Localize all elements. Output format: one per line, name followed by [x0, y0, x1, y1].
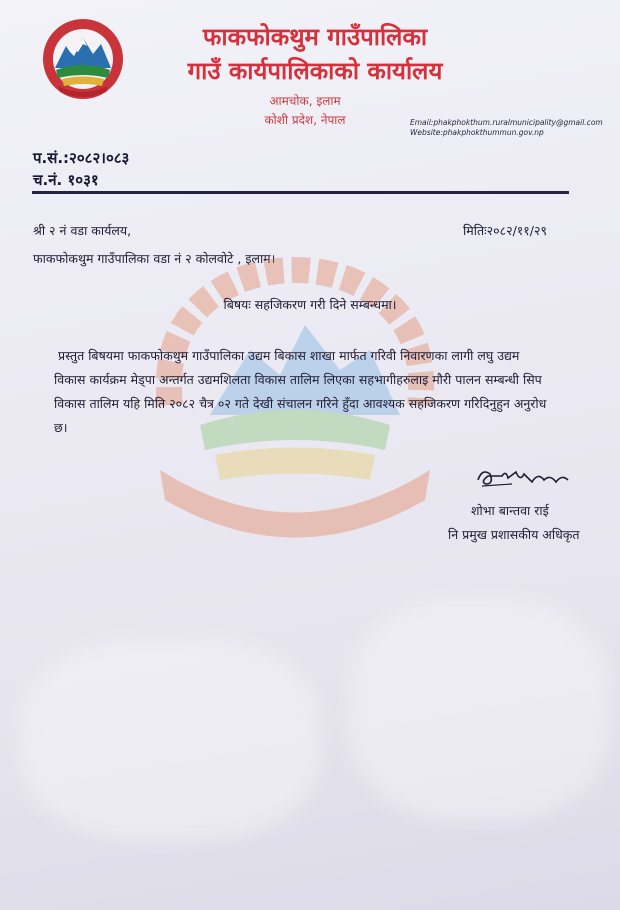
- letter-reference-number: प.सं.:२०८२।०८३: [33, 149, 130, 167]
- contact-block: [410, 118, 603, 138]
- paper-fold-highlight: [350, 600, 610, 820]
- header-divider: [32, 191, 569, 194]
- body-line: विकास तालिम यहि मिति २०८२ चैत्र ०२ गते देखी संचालन गरिने हुँदा आवश्यक सहजिकरण गरिदिनुहुन अनुरोध: [54, 396, 547, 411]
- office-title-line1: फाकफोकथुम गाउँपालिका: [202, 23, 428, 51]
- address-line1: आमचोक, इलाम: [269, 94, 341, 108]
- office-title-line2: गाउँ कार्यपालिकाको कार्यालय: [187, 57, 443, 85]
- dispatch-number: च.नं. १०३१: [33, 171, 99, 189]
- website-text: Website:phakphokthummun.gov.np: [410, 128, 544, 137]
- recipient-line2: फाकफोकथुम गाउँपालिका वडा नं २ कोलवोटे , इलाम।: [33, 251, 276, 266]
- signatory-designation: नि प्रमुख प्रशासकीय अधिकृत: [448, 527, 580, 542]
- paper-fold-highlight: [20, 640, 320, 840]
- body-line: प्रस्तुत बिषयमा फाकफोकथुम गाउँपालिका उद्यम बिकास शाखा मार्फत गरिवी निवारणका लागी लघु उद्यम: [58, 348, 520, 363]
- signatory-name: शोभा बान्तवा राई: [471, 503, 549, 518]
- recipient-line1: श्री २ नं वडा कार्यलय,: [33, 223, 132, 238]
- body-line: छ।: [54, 420, 68, 435]
- handwritten-signature: [472, 462, 582, 494]
- address-line2: कोशी प्रदेश, नेपाल: [264, 113, 346, 127]
- subject-line: बिषयः सहजिकरण गरी दिने सम्बन्धमा।: [223, 297, 397, 312]
- body-line: विकास कार्यक्रम मेड्पा अन्तर्गत उद्यमशिलता विकास तालिम लिएका सहभागीहरुलाइ मौरी पालन सम्बन्धी सिप: [54, 372, 542, 387]
- municipality-emblem-icon: [38, 16, 128, 102]
- email-text: Email:phakphokthum.ruralmunicipality@gmail.com: [410, 118, 603, 127]
- letter-date: मितिः२०८२/११/२९: [463, 223, 548, 238]
